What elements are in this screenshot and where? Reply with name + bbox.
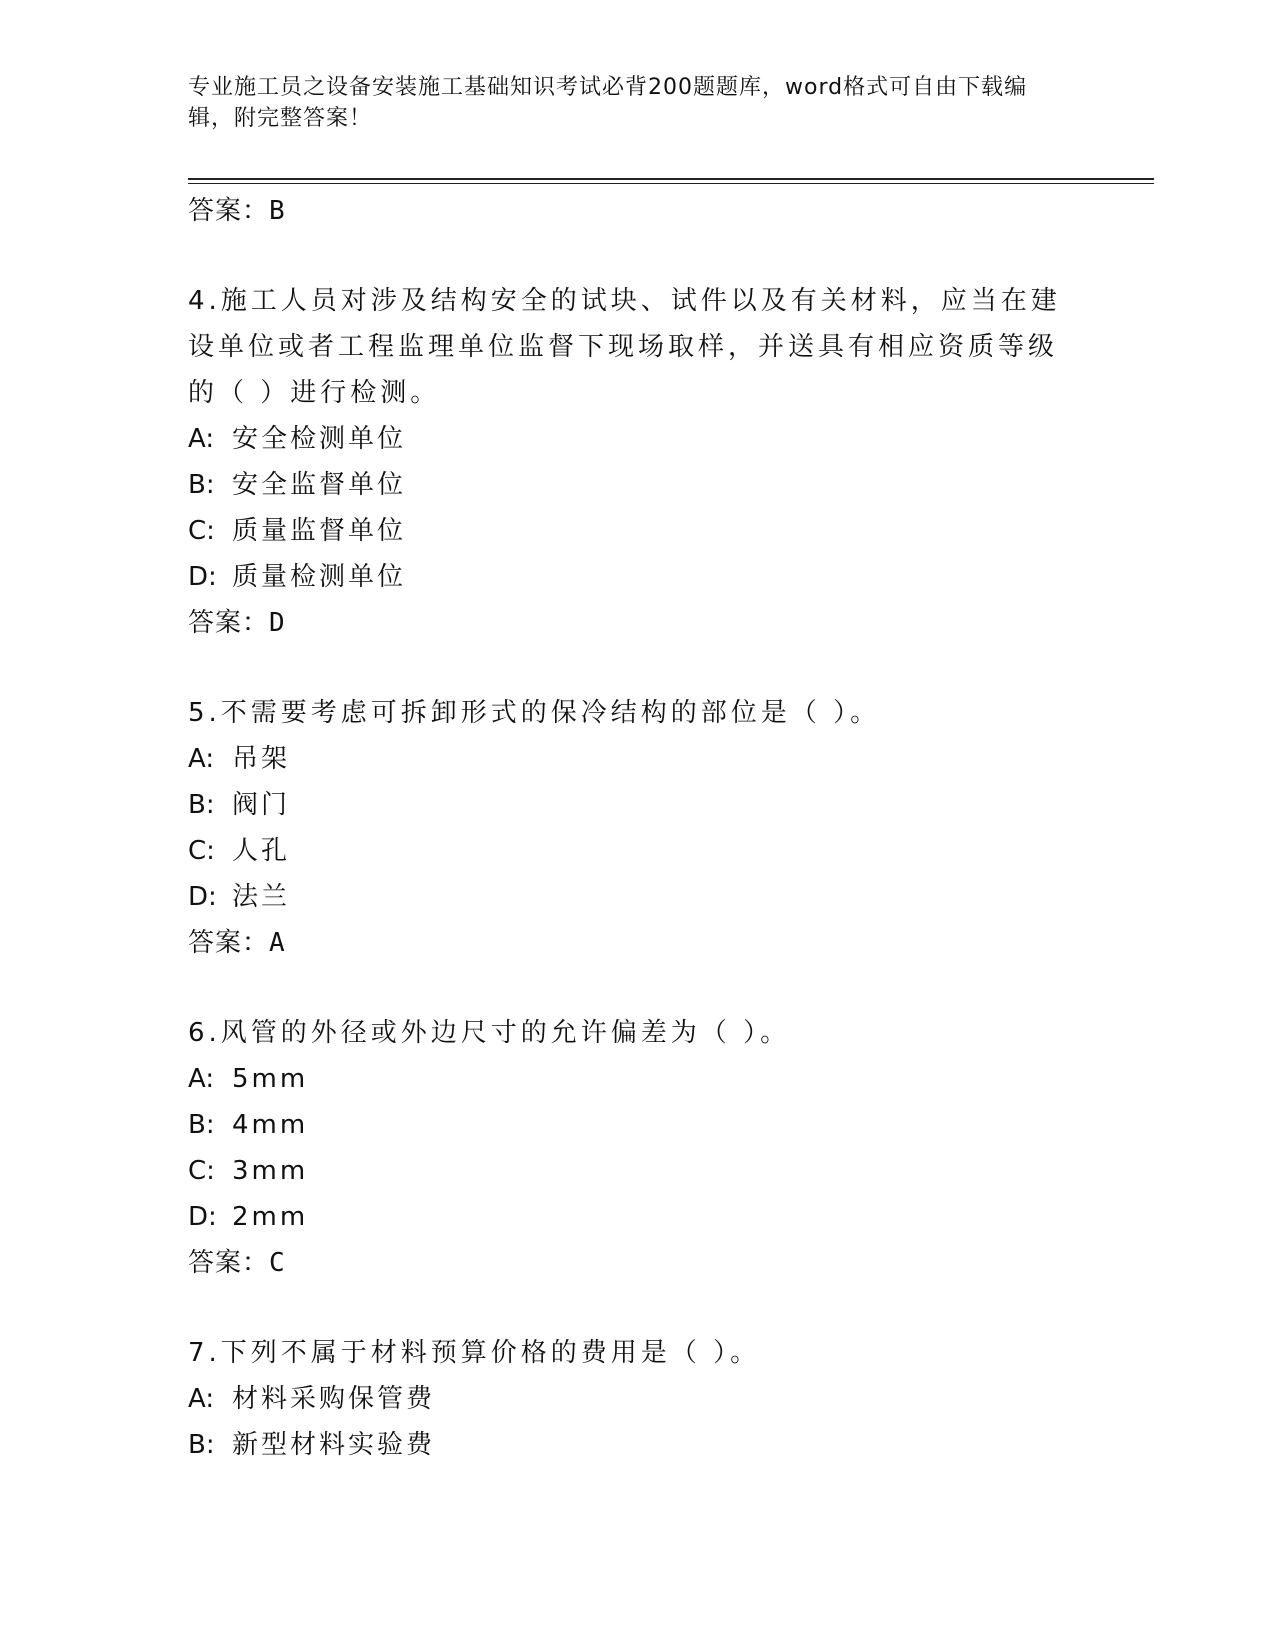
spacer: [188, 234, 1068, 278]
option-letter: C:: [188, 836, 215, 866]
option-letter: A:: [188, 744, 215, 774]
question-5-option-b: [188, 782, 1068, 828]
question-6-option-d: [188, 1194, 1068, 1240]
option-letter: B:: [188, 470, 215, 500]
question-4-stem: 4.施工人员对涉及结构安全的试块、试件以及有关材料，应当在建设单位或者工程监理单位监督下现场取样，并送具有相应资质等级的（ ）进行检测。: [188, 286, 1061, 408]
option-text: 阀门: [232, 790, 291, 820]
option-letter: B:: [188, 1110, 215, 1140]
option-letter: A:: [188, 424, 215, 454]
option-text: 安全检测单位: [232, 424, 407, 454]
question-5-stem: 5.不需要考虑可拆卸形式的保冷结构的部位是（ ）。: [188, 698, 881, 728]
question-5-option-c: [188, 828, 1068, 874]
option-letter: D:: [188, 562, 217, 592]
question-7-option-a: [188, 1376, 1068, 1422]
question-7-stem: 7.下列不属于材料预算价格的费用是（ ）。: [188, 1338, 761, 1368]
option-letter: D:: [188, 882, 217, 912]
question-content: [188, 188, 1068, 1468]
spacer: [188, 966, 1068, 1010]
header-rule-thin: [188, 183, 1154, 184]
answer-q3: 答案：B: [188, 196, 286, 226]
option-text: 法兰: [232, 882, 291, 912]
option-text: 3mm: [232, 1156, 309, 1186]
option-text: 材料采购保管费: [232, 1384, 436, 1414]
header-rule-thick: [188, 178, 1154, 180]
option-text: 5mm: [232, 1064, 309, 1094]
answer-q6: 答案：C: [188, 1248, 286, 1278]
document-header: 专业施工员之设备安装施工基础知识考试必背200题题库，word格式可自由下载编辑，附完整答案！: [188, 75, 1028, 131]
question-6-option-b: [188, 1102, 1068, 1148]
option-text: 2mm: [232, 1202, 309, 1232]
answer-q4: 答案：D: [188, 608, 286, 638]
option-text: 质量监督单位: [232, 516, 407, 546]
question-4-option-b: [188, 462, 1068, 508]
question-6-option-c: [188, 1148, 1068, 1194]
question-5-option-d: [188, 874, 1068, 920]
option-text: 安全监督单位: [232, 470, 407, 500]
question-4-option-a: [188, 416, 1068, 462]
option-text: 人孔: [232, 836, 291, 866]
option-text: 新型材料实验费: [232, 1430, 436, 1460]
option-letter: A:: [188, 1384, 215, 1414]
option-text: 4mm: [232, 1110, 309, 1140]
option-letter: B:: [188, 790, 215, 820]
option-letter: D:: [188, 1202, 217, 1232]
question-5-option-a: [188, 736, 1068, 782]
option-letter: A:: [188, 1064, 215, 1094]
spacer: [188, 1286, 1068, 1330]
question-4-option-d: [188, 554, 1068, 600]
question-6-option-a: [188, 1056, 1068, 1102]
option-letter: C:: [188, 1156, 215, 1186]
question-6-stem: 6.风管的外径或外边尺寸的允许偏差为（ ）。: [188, 1018, 791, 1048]
spacer: [188, 646, 1068, 690]
option-text: 质量检测单位: [232, 562, 407, 592]
answer-q5: 答案：A: [188, 928, 286, 958]
question-4-option-c: [188, 508, 1068, 554]
option-letter: C:: [188, 516, 215, 546]
option-letter: B:: [188, 1430, 215, 1460]
question-7-option-b: [188, 1422, 1068, 1468]
option-text: 吊架: [232, 744, 291, 774]
